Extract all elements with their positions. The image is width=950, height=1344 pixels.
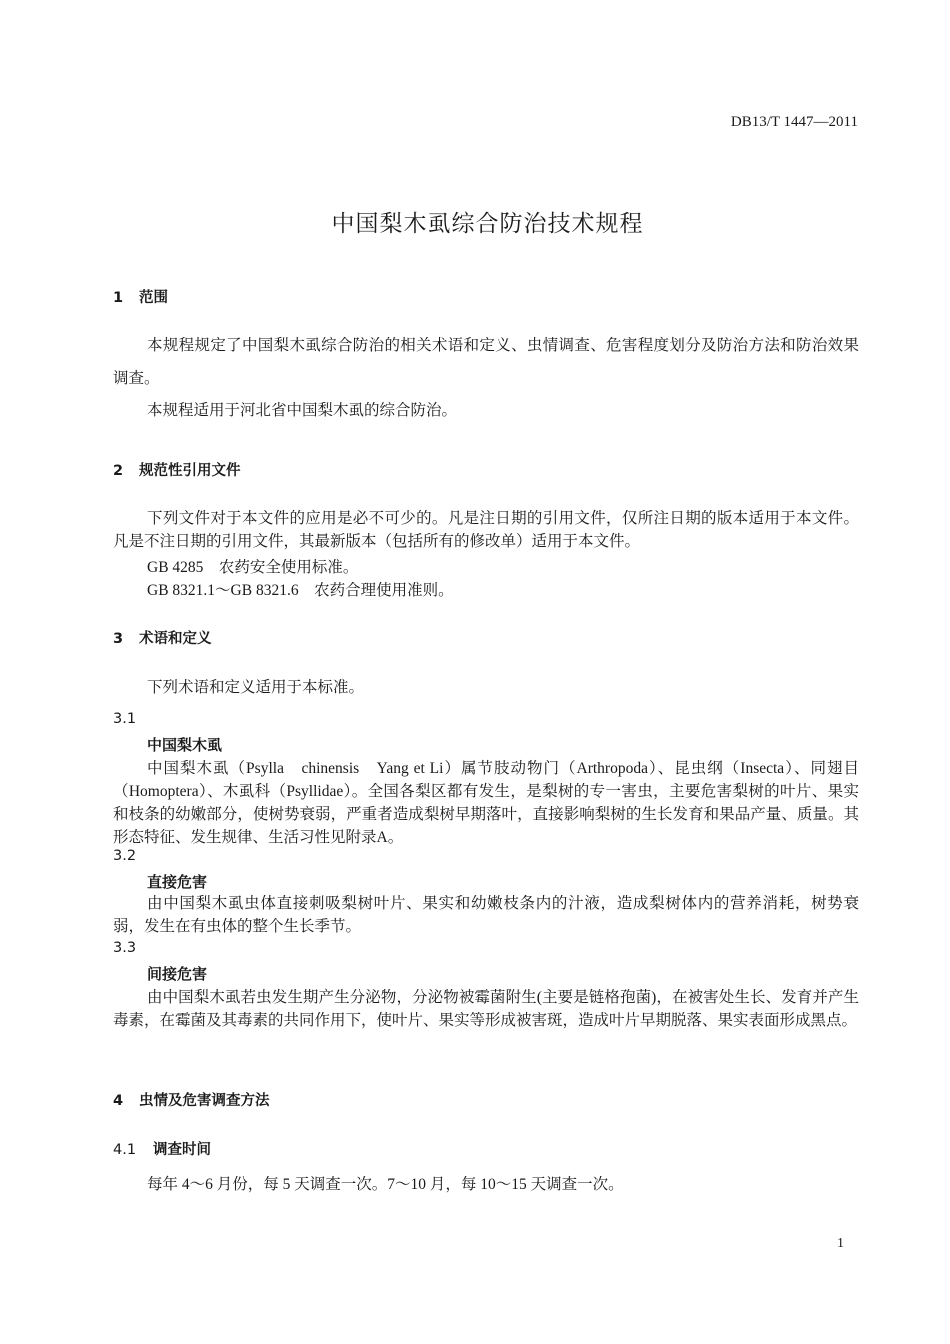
section-title: 范围 bbox=[139, 290, 168, 306]
section-number: 2 bbox=[113, 463, 124, 479]
term-number: 3.1 bbox=[113, 711, 137, 727]
section-1-heading bbox=[113, 286, 168, 307]
section-number: 3 bbox=[113, 631, 124, 647]
section-title: 术语和定义 bbox=[139, 631, 212, 647]
reference-item: GB 4285 农药安全使用标准。 bbox=[147, 559, 359, 576]
subsection-title: 调查时间 bbox=[153, 1142, 211, 1158]
section-number: 4 bbox=[113, 1093, 124, 1109]
paragraph: 本规程规定了中国梨木虱综合防治的相关术语和定义、虫情调查、危害程度划分及防治方法和防治效果调查。 bbox=[113, 337, 859, 387]
section-2-heading bbox=[113, 459, 241, 480]
term-definition: 由中国梨木虱虫体直接刺吸梨树叶片、果实和幼嫩枝条内的汁液，造成梨树体内的营养消耗，树势衰弱，发生在有虫体的整个生长季节。 bbox=[113, 895, 859, 935]
term-number: 3.3 bbox=[113, 940, 137, 956]
paragraph: 下列术语和定义适用于本标准。 bbox=[147, 679, 365, 696]
term-heading: 直接危害 bbox=[147, 873, 208, 891]
section-4-heading bbox=[113, 1089, 270, 1110]
section-title: 规范性引用文件 bbox=[139, 463, 241, 479]
standard-code: DB13/T 1447—2011 bbox=[730, 114, 858, 130]
subsection-number: 4.1 bbox=[113, 1142, 137, 1158]
section-title: 虫情及危害调查方法 bbox=[139, 1093, 270, 1109]
subsection-4-1-heading bbox=[113, 1138, 211, 1159]
term-heading: 间接危害 bbox=[147, 965, 208, 983]
paragraph: 下列文件对于本文件的应用是必不可少的。凡是注日期的引用文件，仅所注日期的版本适用于本文件。凡是不注日期的引用文件，其最新版本（包括所有的修改单）适用于本文件。 bbox=[113, 510, 859, 550]
paragraph: 本规程适用于河北省中国梨木虱的综合防治。 bbox=[147, 402, 458, 419]
term-definition: 中国梨木虱（Psylla chinensis Yang et Li）属节肢动物门（Arthropoda）、昆虫纲（Insecta）、同翅目（Homoptera）、木虱科（Psyllidae）。全国各梨区都有发生，是梨树的专一害虫，主要危害梨树的叶片、果实和枝条的幼嫩部分，使树势衰弱，严重者造成梨树早期落叶，直接影响梨树的生长发育和果品产量、质量。其形态特征、发生规律、生活习性见附录A。 bbox=[113, 760, 859, 846]
paragraph: 每年 4～6 月份，每 5 天调查一次。7～10 月，每 10～15 天调查一次。 bbox=[147, 1176, 624, 1193]
page-number: 1 bbox=[837, 1236, 844, 1251]
section-3-heading bbox=[113, 627, 212, 648]
reference-item: GB 8321.1～GB 8321.6 农药合理使用准则。 bbox=[147, 582, 454, 599]
term-number: 3.2 bbox=[113, 848, 137, 864]
document-title: 中国梨木虱综合防治技术规程 bbox=[331, 211, 644, 237]
section-number: 1 bbox=[113, 290, 124, 306]
term-definition: 由中国梨木虱若虫发生期产生分泌物，分泌物被霉菌附生(主要是链格孢菌)，在被害处生长、发育并产生毒素，在霉菌及其毒素的共同作用下，使叶片、果实等形成被害斑，造成叶片早期脱落、果实表面形成黑点。 bbox=[113, 989, 859, 1029]
term-heading: 中国梨木虱 bbox=[147, 736, 223, 754]
